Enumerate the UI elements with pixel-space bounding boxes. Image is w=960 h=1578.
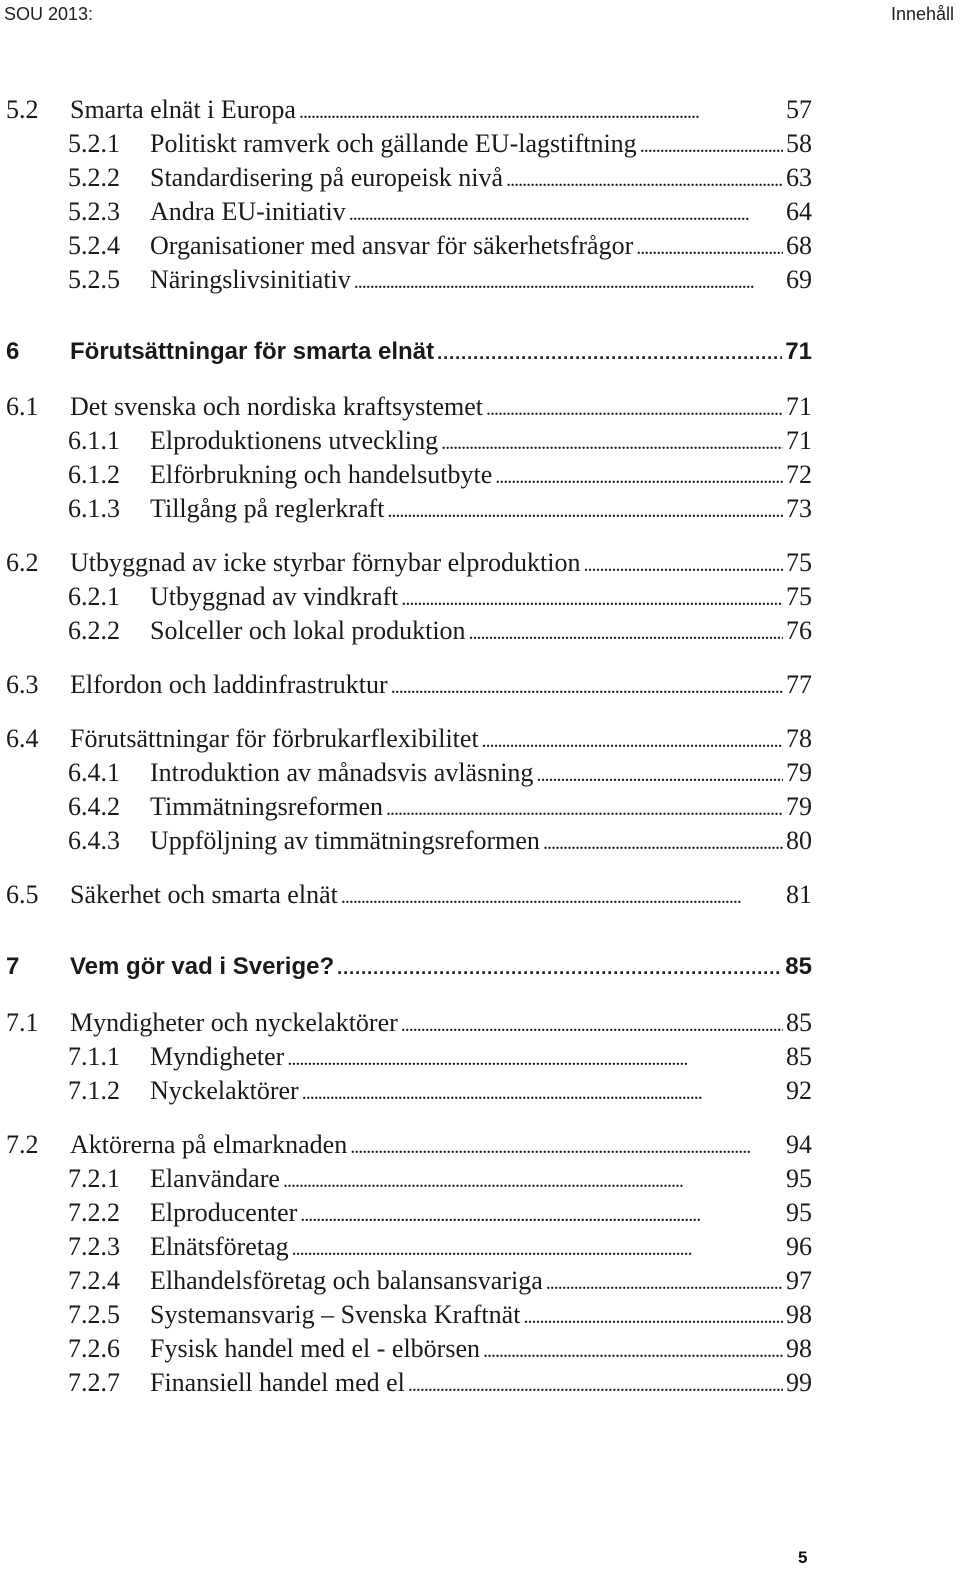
toc-entry-page: 76 [786, 616, 812, 645]
toc-entry-title: Finansiell handel med el [150, 1368, 405, 1397]
toc-entry-page: 79 [786, 758, 812, 787]
toc-entry-page: 77 [786, 670, 812, 699]
toc-entry-page: 94 [786, 1130, 812, 1159]
toc-entry[interactable] [0, 458, 960, 492]
toc-leader-dots [349, 195, 783, 231]
toc-leader-dots [300, 1196, 783, 1232]
toc-entry-page: 85 [786, 1008, 812, 1037]
toc-entry[interactable] [0, 614, 960, 648]
toc-entry-number: 5.2.3 [68, 197, 120, 226]
toc-entry-page: 71 [785, 338, 812, 365]
toc-entry[interactable] [0, 1196, 960, 1230]
toc-entry[interactable] [0, 546, 960, 580]
toc-entry-number: 5.2 [6, 95, 39, 124]
toc-entry[interactable] [0, 161, 960, 195]
toc-entry-title: Aktörerna på elmarknaden [70, 1130, 348, 1159]
toc-leader-dots [408, 1366, 783, 1402]
toc-entry-number: 6.2 [6, 548, 39, 577]
toc-entry-number: 6.2.1 [68, 582, 120, 611]
toc-leader-dots [391, 668, 783, 704]
toc-entry[interactable] [0, 1006, 960, 1040]
toc-entry-title: Elproducenter [150, 1198, 298, 1227]
toc-entry-title: Elfordon och laddinfrastruktur [70, 670, 388, 699]
toc-leader-dots [341, 878, 783, 914]
toc-entry-page: 64 [786, 197, 812, 226]
toc-entry-number: 7.2.6 [68, 1334, 120, 1363]
toc-entry-page: 71 [786, 392, 812, 421]
report-series-label: SOU 2013: [4, 4, 94, 24]
toc-entry-title: Standardisering på europeisk nivå [150, 163, 504, 192]
toc-entry-page: 98 [786, 1334, 812, 1363]
toc-entry-title: Näringslivsinitiativ [150, 265, 351, 294]
toc-entry-number: 5.2.2 [68, 163, 120, 192]
toc-entry-page: 75 [786, 548, 812, 577]
toc-leader-dots [386, 790, 783, 826]
toc-entry[interactable] [0, 263, 960, 297]
toc-entry[interactable] [0, 1264, 960, 1298]
toc-entry-number: 7.1 [6, 1008, 39, 1037]
toc-entry-page: 63 [786, 163, 812, 192]
toc-leader-dots [483, 1332, 783, 1368]
toc-entry-title: Solceller och lokal produktion [150, 616, 466, 645]
toc-entry-number: 7.2.5 [68, 1300, 120, 1329]
toc-leader-dots [636, 229, 783, 265]
toc-entry-page: 73 [786, 494, 812, 523]
toc-entry-number: 6.4.2 [68, 792, 120, 821]
toc-entry-number: 5.2.4 [68, 231, 120, 260]
toc-entry-title: Fysisk handel med el - elbörsen [150, 1334, 480, 1363]
toc-entry-title: Utbyggnad av icke styrbar förnybar elproduktion [70, 548, 581, 577]
toc-leader-dots [302, 1074, 783, 1110]
toc-leader-dots [441, 424, 783, 460]
toc-entry-page: 58 [786, 129, 812, 158]
toc-entry-number: 6.1.2 [68, 460, 120, 489]
toc-entry-number: 5.2.1 [68, 129, 120, 158]
toc-entry-title: Vem gör vad i Sverige? [70, 953, 335, 980]
toc-entry-title: Säkerhet och smarta elnät [70, 880, 338, 909]
toc-entry-number: 6.4.3 [68, 826, 120, 855]
toc-entry-number: 7.2.7 [68, 1368, 120, 1397]
toc-entry-page: 57 [786, 95, 812, 124]
page-number: 5 [798, 1548, 808, 1567]
toc-leader-dots [523, 1298, 783, 1334]
toc-entry[interactable] [0, 1128, 960, 1162]
toc-entry-page: 72 [786, 460, 812, 489]
toc-entry-page: 96 [786, 1232, 812, 1261]
toc-entry-title: Myndigheter [150, 1042, 285, 1071]
toc-entry-page: 92 [786, 1076, 812, 1105]
toc-entry[interactable] [0, 1332, 960, 1366]
toc-entry-number: 7.2 [6, 1130, 39, 1159]
toc-entry-number: 7.1.1 [68, 1042, 120, 1071]
toc-entry-page: 99 [786, 1368, 812, 1397]
toc-entry-title: Uppföljning av timmätningsreformen [150, 826, 540, 855]
toc-entry[interactable] [0, 424, 960, 458]
section-label: Innehåll [890, 4, 954, 24]
toc-entry-number: 5.2.5 [68, 265, 120, 294]
toc-entry-title: Elnätsföretag [150, 1232, 289, 1261]
toc-leader-dots [401, 580, 783, 616]
toc-entry-title: Elanvändare [150, 1164, 280, 1193]
toc-leader-dots [640, 127, 783, 163]
toc-entry[interactable] [0, 722, 960, 756]
toc-entry-title: Elproduktionens utveckling [150, 426, 439, 455]
toc-entry-title: Systemansvarig – Svenska Kraftnät [150, 1300, 521, 1329]
toc-entry[interactable] [0, 195, 960, 229]
toc-entry-page: 97 [786, 1266, 812, 1295]
toc-leader-dots [583, 546, 783, 582]
toc-entry[interactable] [0, 492, 960, 526]
toc-entry[interactable] [0, 1162, 960, 1196]
toc-entry-page: 98 [786, 1300, 812, 1329]
toc-leader-dots [437, 335, 782, 370]
toc-leader-dots [387, 492, 783, 528]
toc-entry-page: 69 [786, 265, 812, 294]
toc-leader-dots [506, 161, 783, 197]
toc-entry-title: Det svenska och nordiska kraftsystemet [70, 392, 484, 421]
toc-entry-title: Tillgång på reglerkraft [150, 494, 385, 523]
toc-entry-title: Smarta elnät i Europa [70, 95, 296, 124]
toc-entry-page: 95 [786, 1164, 812, 1193]
toc-entry-number: 6.1.1 [68, 426, 120, 455]
toc-leader-dots [299, 93, 783, 129]
toc-entry[interactable] [0, 1230, 960, 1264]
toc-entry-title: Utbyggnad av vindkraft [150, 582, 399, 611]
toc-entry-page: 78 [786, 724, 812, 753]
toc-leader-dots [292, 1230, 783, 1266]
toc-entry[interactable] [0, 824, 960, 858]
toc-leader-dots [401, 1006, 783, 1042]
page-header [4, 4, 954, 28]
toc-entry-number: 7.2.1 [68, 1164, 120, 1193]
toc-entry-number: 7.1.2 [68, 1076, 120, 1105]
toc-leader-dots [543, 824, 783, 860]
toc-entry-title: Nyckelaktörer [150, 1076, 299, 1105]
toc-leader-dots [469, 614, 783, 650]
toc-entry-page: 75 [786, 582, 812, 611]
toc-entry-page: 85 [785, 953, 812, 980]
toc-entry-number: 7 [6, 953, 20, 980]
toc-entry[interactable] [0, 1298, 960, 1332]
toc-entry[interactable] [0, 127, 960, 161]
toc-entry-title: Introduktion av månadsvis avläsning [150, 758, 534, 787]
toc-entry[interactable] [0, 756, 960, 790]
toc-entry-number: 6.4.1 [68, 758, 120, 787]
toc-entry-title: Elhandelsföretag och balansansvariga [150, 1266, 543, 1295]
toc-entry-number: 6 [6, 338, 20, 365]
toc-entry-page: 68 [786, 231, 812, 260]
toc-leader-dots [546, 1264, 783, 1300]
toc-entry-number: 6.3 [6, 670, 39, 699]
toc-entry-title: Organisationer med ansvar för säkerhetsfrågor [150, 231, 634, 260]
toc-leader-dots [482, 722, 783, 758]
toc-entry-page: 80 [786, 826, 812, 855]
toc-entry-title: Myndigheter och nyckelaktörer [70, 1008, 398, 1037]
toc-entry[interactable] [0, 878, 960, 912]
toc-entry-number: 7.2.4 [68, 1266, 120, 1295]
toc-entry[interactable] [0, 390, 960, 424]
toc-entry-page: 81 [786, 880, 812, 909]
toc-entry-number: 6.5 [6, 880, 39, 909]
toc-entry[interactable] [0, 790, 960, 824]
toc-entry-number: 6.1 [6, 392, 39, 421]
toc-leader-dots [287, 1040, 783, 1076]
toc-entry-number: 7.2.3 [68, 1232, 120, 1261]
toc-entry[interactable] [0, 580, 960, 614]
toc-chapter-entry[interactable] [0, 950, 960, 984]
toc-leader-dots [354, 263, 783, 299]
toc-entry-title: Elförbrukning och handelsutbyte [150, 460, 493, 489]
toc-entry-page: 79 [786, 792, 812, 821]
toc-entry[interactable] [0, 1366, 960, 1400]
toc-entry-number: 6.4 [6, 724, 39, 753]
toc-entry[interactable] [0, 1074, 960, 1108]
toc-entry-title: Andra EU-initiativ [150, 197, 346, 226]
toc-entry[interactable] [0, 668, 960, 702]
toc-entry-page: 85 [786, 1042, 812, 1071]
toc-entry-number: 6.2.2 [68, 616, 120, 645]
toc-leader-dots [283, 1162, 783, 1198]
toc-entry-number: 7.2.2 [68, 1198, 120, 1227]
toc-entry-page: 95 [786, 1198, 812, 1227]
toc-entry-title: Politiskt ramverk och gällande EU-lagstiftning [150, 129, 637, 158]
toc-leader-dots [536, 756, 783, 792]
toc-entry[interactable] [0, 93, 960, 127]
toc-entry-title: Förutsättningar för smarta elnät [70, 338, 435, 365]
toc-entry-title: Timmätningsreformen [150, 792, 384, 821]
toc-leader-dots [350, 1128, 783, 1164]
toc-leader-dots [495, 458, 783, 494]
toc-entry[interactable] [0, 1040, 960, 1074]
toc-entry-title: Förutsättningar för förbrukarflexibilitet [70, 724, 479, 753]
toc-chapter-entry[interactable] [0, 335, 960, 369]
toc-leader-dots [486, 390, 783, 426]
toc-entry[interactable] [0, 229, 960, 263]
toc-entry-number: 6.1.3 [68, 494, 120, 523]
toc-leader-dots [337, 950, 782, 985]
toc-entry-page: 71 [786, 426, 812, 455]
